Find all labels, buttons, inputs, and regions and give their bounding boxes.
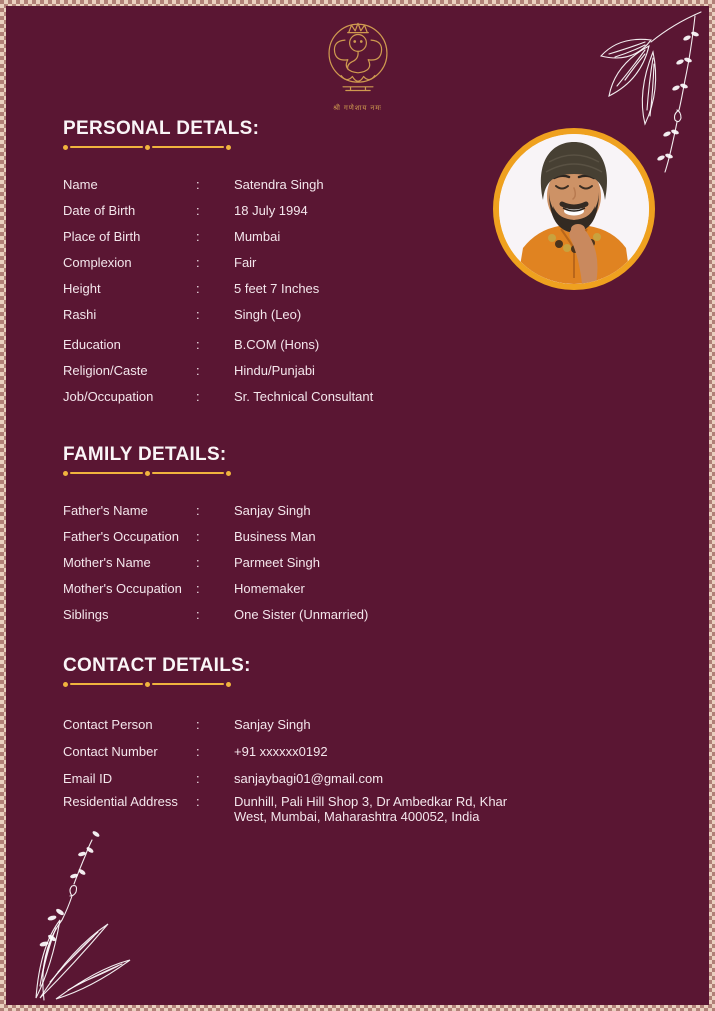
- colon-separator: :: [196, 254, 200, 270]
- colon-separator: :: [196, 528, 200, 544]
- colon-separator: :: [196, 228, 200, 244]
- underline-dot: [226, 145, 231, 150]
- field-value: sanjaybagi01@gmail.com: [234, 771, 384, 786]
- family-details-rows: [63, 497, 669, 627]
- colon-separator: :: [196, 306, 200, 322]
- colon-separator: :: [196, 176, 200, 192]
- personal-details-title: PERSONAL DETALS:: [63, 118, 260, 139]
- biodata-page: [6, 6, 709, 1005]
- field-value: 5 feet 7 Inches: [234, 280, 320, 296]
- colon-separator: :: [196, 362, 200, 378]
- colon-separator: :: [196, 502, 200, 518]
- field-value: +91 xxxxxx0192: [234, 744, 328, 759]
- field-label: Religion/Caste: [63, 362, 148, 378]
- field-value: Dunhill, Pali Hill Shop 3, Dr Ambedkar Rd, Khar West, Mumbai, Maharashtra 400052, India: [234, 794, 508, 824]
- row-name: [63, 171, 669, 197]
- underline-dot: [145, 682, 150, 687]
- underline-segment: [152, 683, 225, 686]
- underline-segment: [152, 146, 225, 149]
- field-label: Mother's Name: [63, 554, 151, 570]
- underline-segment: [152, 472, 225, 475]
- floral-ornament-bottom-left: [10, 826, 145, 1001]
- underline-dot: [145, 471, 150, 476]
- field-value: Sr. Technical Consultant: [234, 388, 374, 404]
- field-value: One Sister (Unmarried): [234, 606, 369, 622]
- row-height: [63, 275, 669, 301]
- blessing-text: श्री गणेशाय नमः: [333, 105, 382, 112]
- row-contact-person: [63, 711, 669, 738]
- section-family-details: [63, 444, 669, 627]
- underline-dot: [63, 682, 68, 687]
- section-underline: [63, 470, 231, 476]
- colon-separator: :: [196, 580, 200, 596]
- field-value: Sanjay Singh: [234, 717, 311, 732]
- field-label: Contact Number: [63, 744, 158, 759]
- row-contact-number: [63, 738, 669, 765]
- field-value: B.COM (Hons): [234, 336, 320, 352]
- underline-segment: [70, 472, 143, 475]
- field-label: Mother's Occupation: [63, 580, 182, 596]
- section-personal-details: [63, 118, 669, 409]
- field-label: Residential Address: [63, 794, 178, 809]
- field-label: Email ID: [63, 771, 113, 786]
- field-value: Parmeet Singh: [234, 554, 320, 570]
- colon-separator: :: [196, 744, 200, 759]
- contact-details-title: CONTACT DETAILS:: [63, 655, 251, 676]
- section-underline: [63, 681, 231, 687]
- field-label: Father's Name: [63, 502, 148, 518]
- row-date-of-birth: [63, 197, 669, 223]
- colon-separator: :: [196, 202, 200, 218]
- underline-dot: [63, 471, 68, 476]
- ganesha-emblem: [316, 14, 400, 113]
- underline-dot: [226, 682, 231, 687]
- personal-details-rows: [63, 171, 669, 409]
- row-education: [63, 331, 669, 357]
- underline-segment: [70, 683, 143, 686]
- field-value: Business Man: [234, 528, 316, 544]
- row-email-id: [63, 765, 669, 792]
- field-label: Complexion: [63, 254, 132, 270]
- underline-segment: [70, 146, 143, 149]
- row-mothers-occupation: [63, 575, 669, 601]
- row-complexion: [63, 249, 669, 275]
- row-residential-address: [63, 792, 669, 824]
- colon-separator: :: [196, 554, 200, 570]
- underline-dot: [226, 471, 231, 476]
- field-value: Satendra Singh: [234, 176, 324, 192]
- field-label: Siblings: [63, 606, 109, 622]
- field-label: Father's Occupation: [63, 528, 179, 544]
- field-value: Singh (Leo): [234, 306, 302, 322]
- section-contact-details: [63, 655, 669, 824]
- field-value: Mumbai: [234, 228, 281, 244]
- colon-separator: :: [196, 717, 200, 732]
- field-value: Hindu/Punjabi: [234, 362, 315, 378]
- family-details-title: FAMILY DETAILS:: [63, 444, 227, 465]
- colon-separator: :: [196, 794, 200, 809]
- section-underline: [63, 144, 231, 150]
- field-label: Name: [63, 176, 98, 192]
- row-rashi: [63, 301, 669, 327]
- field-label: Contact Person: [63, 717, 153, 732]
- field-value: Sanjay Singh: [234, 502, 311, 518]
- colon-separator: :: [196, 280, 200, 296]
- field-value: Homemaker: [234, 580, 305, 596]
- field-label: Place of Birth: [63, 228, 141, 244]
- colon-separator: :: [196, 771, 200, 786]
- row-job-occupation: [63, 383, 669, 409]
- row-religion-caste: [63, 357, 669, 383]
- row-fathers-occupation: [63, 523, 669, 549]
- field-label: Height: [63, 280, 101, 296]
- field-value: 18 July 1994: [234, 202, 308, 218]
- colon-separator: :: [196, 336, 200, 352]
- field-value: Fair: [234, 254, 257, 270]
- ganesha-icon: [316, 14, 400, 98]
- row-place-of-birth: [63, 223, 669, 249]
- field-label: Job/Occupation: [63, 388, 154, 404]
- row-siblings: [63, 601, 669, 627]
- colon-separator: :: [196, 606, 200, 622]
- colon-separator: :: [196, 388, 200, 404]
- row-mothers-name: [63, 549, 669, 575]
- field-label: Education: [63, 336, 121, 352]
- underline-dot: [63, 145, 68, 150]
- field-label: Rashi: [63, 306, 97, 322]
- row-fathers-name: [63, 497, 669, 523]
- underline-dot: [145, 145, 150, 150]
- contact-details-rows: [63, 711, 669, 824]
- field-label: Date of Birth: [63, 202, 136, 218]
